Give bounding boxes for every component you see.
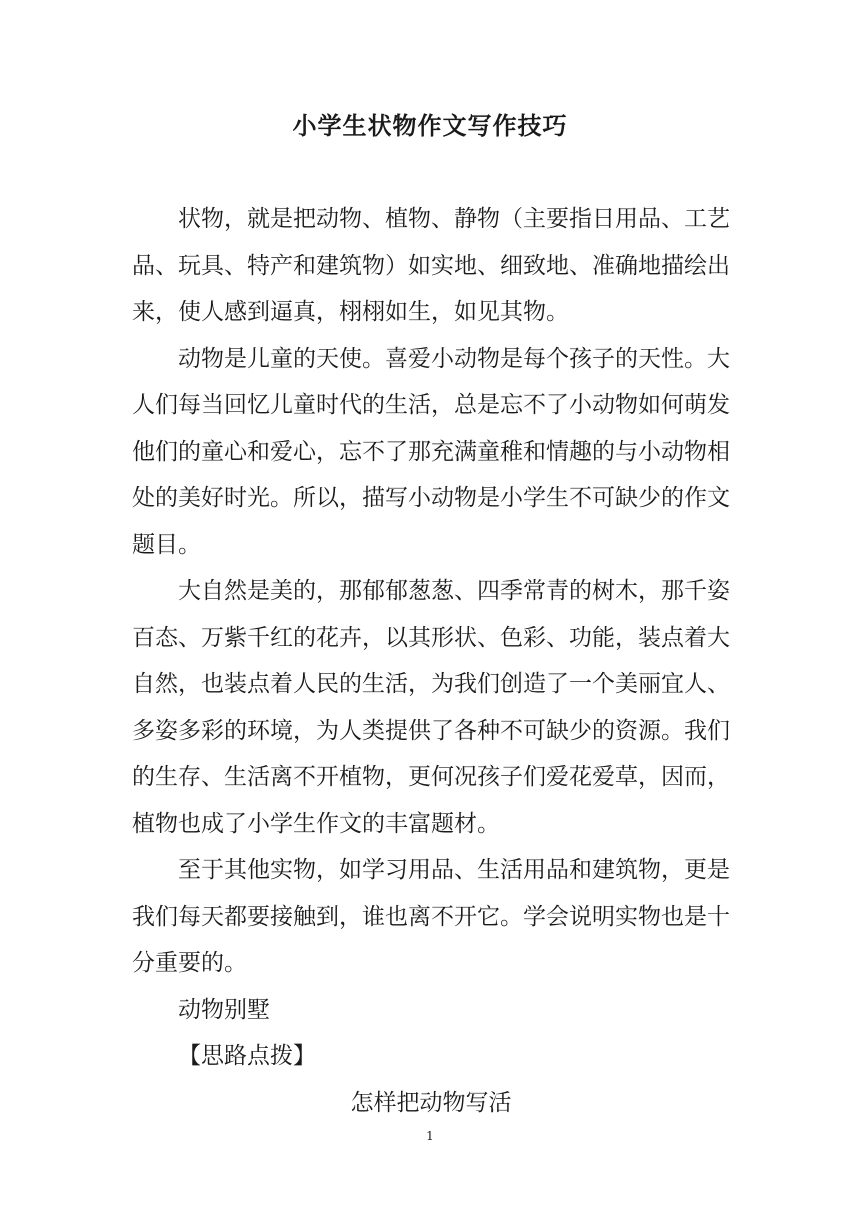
subheading: 怎样把动物写活 (350, 1089, 512, 1116)
paragraph-plants: 大自然是美的，那郁郁葱葱、四季常青的树木，那千姿百态、万紫千红的花卉，以其形状、色彩、功能，装点着大自然，也装点着人民的生活，为我们创造了一个美丽宜人、多姿多彩的环境，为人类提供了各种不可缺少的资源。我们的生存、生活离不开植物，更何况孩子们爱花爱草，因而，植物也成了小学生作文的丰富题材。 (132, 578, 730, 837)
document-title: 小学生状物作文写作技巧 (292, 112, 568, 140)
document-body (132, 196, 730, 1126)
paragraph-intro: 状物，就是把动物、植物、静物（主要指日用品、工艺品、玩具、特产和建筑物）如实地、细致地、准确地描绘出来，使人感到逼真，栩栩如生，如见其物。 (132, 206, 730, 325)
page-number: 1 (426, 1129, 434, 1143)
paragraph-objects: 至于其他实物，如学习用品、生活用品和建筑物，更是我们每天都要接触到，谁也离不开它。学会说明实物也是十分重要的。 (132, 857, 730, 976)
paragraph-animals: 动物是儿童的天使。喜爱小动物是每个孩子的天性。大人们每当回忆儿童时代的生活，总是忘不了小动物如何萌发他们的童心和爱心，忘不了那充满童稚和情趣的与小动物相处的美好时光。所以，描写小动物是小学生不可缺少的作文题目。 (132, 345, 730, 558)
section-label-hints: 【思路点拨】 (178, 1043, 316, 1069)
section-title-animal-villa: 动物别墅 (178, 996, 270, 1023)
